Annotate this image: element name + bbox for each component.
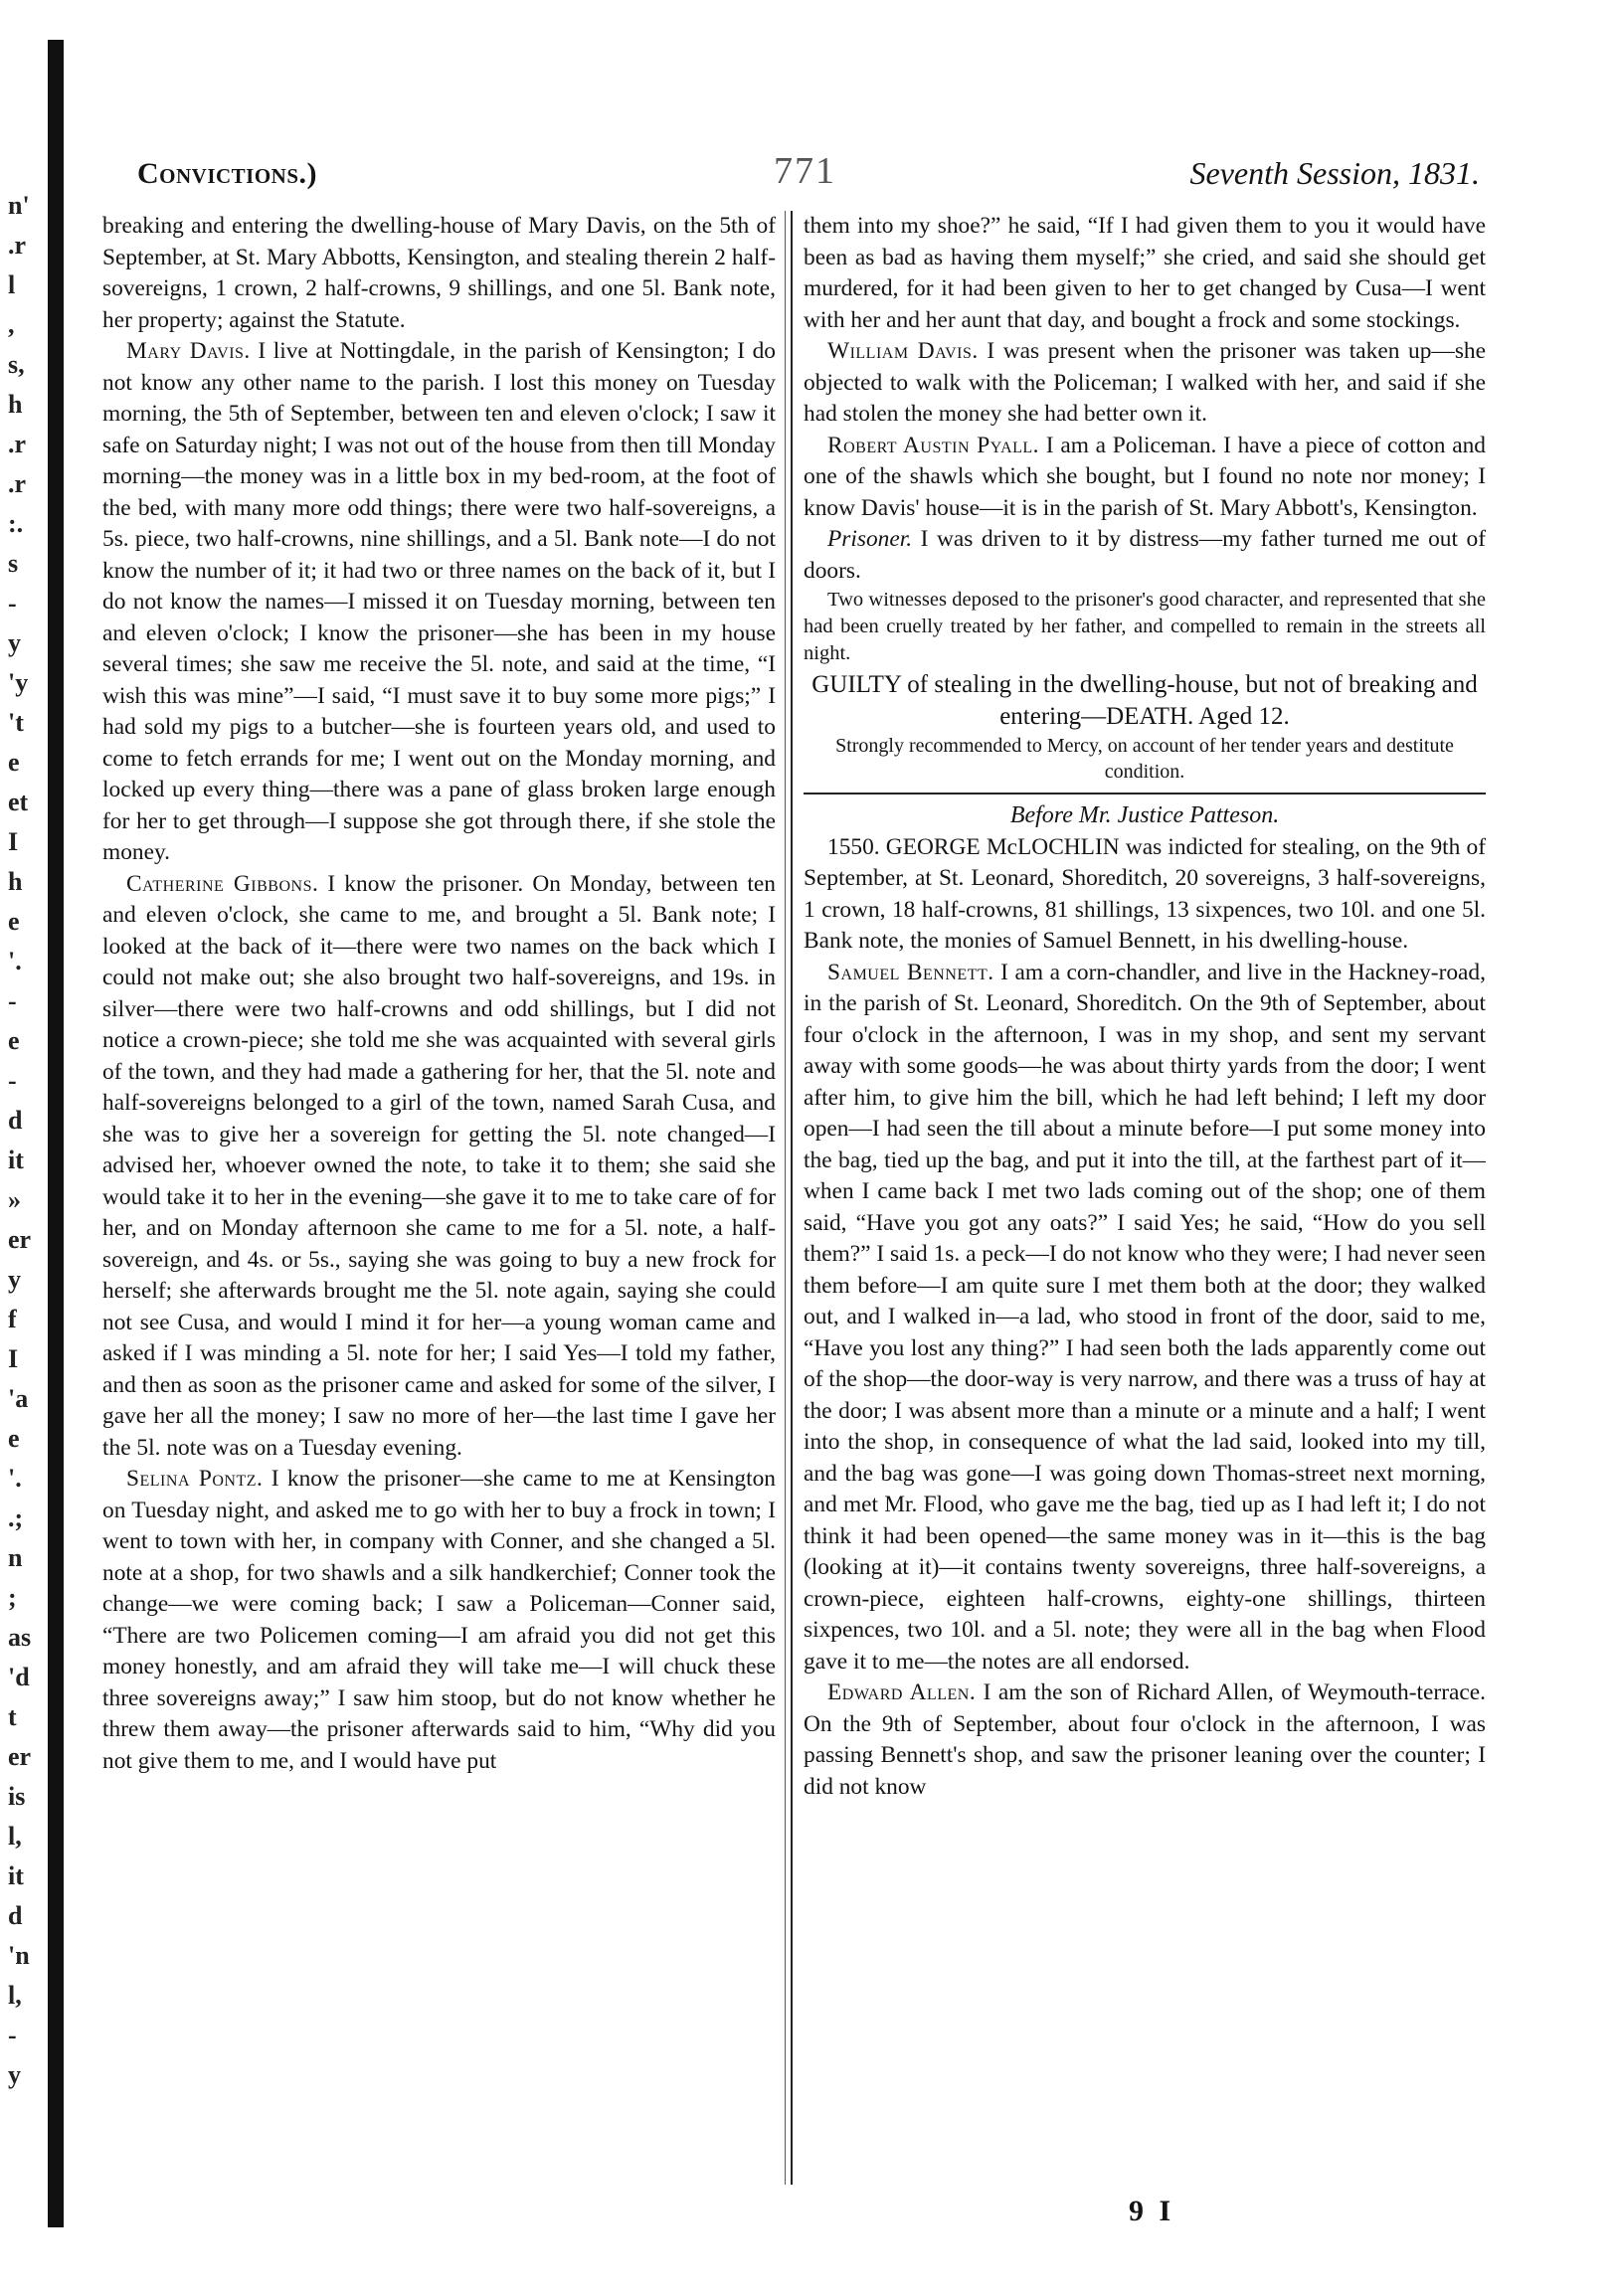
running-header	[137, 149, 1480, 199]
margin-fragment: ;	[8, 1583, 17, 1612]
margin-fragment: is	[8, 1782, 26, 1811]
testimony-paragraph	[804, 431, 1486, 525]
margin-fragment: er	[8, 1225, 32, 1254]
margin-fragment: I	[8, 1344, 19, 1373]
margin-fragment: e	[8, 748, 20, 777]
left-column	[102, 211, 776, 2185]
paragraph-text: them into my shoe?” he said, “If I had given them to you it would have been as bad as having them myself;” she cried, and said she should get murdered, for it had been given to her to get changed by Cusa—I went with her and her aunt that day, and bought a frock and some stockings.	[804, 213, 1486, 333]
character-witness-note: Two witnesses deposed to the prisoner's good character, and represented that she had been cruelly treated by her father, and compelled to remain in the streets all night.	[804, 589, 1486, 664]
witness-name: Robert Austin Pyall.	[827, 432, 1040, 458]
witness-name: Selina Pontz.	[126, 1466, 264, 1492]
margin-fragment: y	[8, 2060, 21, 2089]
testimony-text: I am a corn-chandler, and live in the Hackney-road, in the parish of St. Leonard, Shoreditch. On the 9th of September, about four o'clock in the afternoon, I was in my shop, and sent my servant away with some goods—he was about thirty yards from the door; I went after him, to give him the bill, which he had left behind; I left my door open—I had seen the till about a minute before—I put some money into the bag, tied up the bag, and put it into the till, at the farthest part of it—when I came back I met two lads coming out of the shop; one of them said, “Have you got any oats?” I said Yes; he said, “How do you sell them?” I said 1s. a peck—I do not know who they were; I had never seen them before—I am quite sure I met them both at the door; they walked out, and I walked in—a lad, who stood in front of the door, said to me, “Have you lost any thing?” I had seen both the lads apparently come out of the shop—the door-way is very narrow, and there was a truss of hay at the door; I was absent more than a minute or a minute and a half; I went into the shop, in consequence of what the lad said, looked into my till, and the bag was gone—I was going down Thomas-street next morning, and met Mr. Flood, who gave me the bag, tied up as I had left it; I do not think it had been opened—the same money was in it—this is the bag (looking at it)—it contains twenty sovereigns, three half-sovereigns, a crown-piece, eighteen half-crowns, eighty-one shillings, thirteen sixpences, two 10l. and a 5l. note; they were all in the bag when Flood gave it to me—the notes are all endorsed.	[804, 959, 1486, 1675]
margin-fragment: t	[8, 1702, 17, 1731]
margin-fragment: -	[8, 1066, 17, 1095]
page-number: 771	[774, 150, 836, 192]
margin-fragment: d	[8, 1901, 23, 1930]
margin-fragment: 'y	[8, 668, 29, 697]
witness-name: Prisoner.	[827, 526, 913, 552]
witness-name: Samuel Bennett.	[827, 959, 994, 985]
testimony-text: I am a Policeman. I have a piece of cotton and one of the shawls which she bought, but I found no note nor money; I know Davis' house—it is in the parish of St. Mary Abbott's, Kensington.	[804, 432, 1486, 521]
witness-name: Mary Davis.	[126, 338, 251, 364]
witness-name: Catherine Gibbons.	[126, 870, 319, 897]
testimony-text: I was present when the prisoner was taken up—she objected to walk with the Policeman; I walked with her, and said if she had stolen the money she had better own it.	[804, 338, 1486, 427]
testimony-text: I was driven to it by distress—my father turned me out of doors.	[804, 526, 1486, 584]
margin-fragment: -	[8, 2021, 17, 2049]
session-title: Seventh Session, 1831.	[1189, 155, 1480, 191]
margin-fragment: y	[8, 628, 21, 657]
presiding-judge: Before Mr. Justice Patteson.	[1009, 802, 1280, 828]
mercy-recommendation: Strongly recommended to Mercy, on account of her tender years and destitute condition.	[835, 735, 1454, 783]
testimony-paragraph	[102, 869, 776, 1465]
margin-fragment: -	[8, 589, 17, 618]
witness-name: William Davis.	[827, 338, 979, 364]
section-title: Convictions.)	[137, 157, 318, 190]
margin-fragment: l,	[8, 1981, 22, 2010]
margin-fragment: 'd	[8, 1663, 30, 1691]
margin-fragment: h	[8, 867, 23, 896]
margin-fragment: s,	[8, 350, 25, 379]
right-column	[804, 211, 1486, 2185]
margin-fragment: d	[8, 1106, 23, 1135]
margin-fragment: ,	[8, 310, 15, 339]
margin-fragment: »	[8, 1185, 21, 1214]
margin-fragment: n'	[8, 191, 30, 220]
testimony-paragraph	[804, 958, 1486, 1678]
testimony-text: I know the prisoner—she came to me at Kensington on Tuesday night, and asked me to go with her to buy a frock in town; I went to town with her, in company with Conner, and she changed a 5l. note at a shop, for two shawls and a silk handkerchief; Conner took the change—we were coming back; I saw a Policeman—Conner said, “There are two Policemen coming—I am afraid you did not get this money honestly, and am afraid they will take me—I will chuck these three sovereigns away;” I saw him stoop, but do not know whether he threw them away—the prisoner afterwards said to him, “Why did you not give them to me, and I would have put	[102, 1466, 776, 1774]
margin-fragment: e	[8, 1424, 20, 1453]
margin-fragment: e	[8, 907, 20, 936]
margin-fragment: e	[8, 1026, 20, 1055]
margin-fragment: h	[8, 390, 23, 419]
witness-name: Edward Allen.	[827, 1679, 977, 1705]
printer-signature: 9 I	[1129, 2195, 1175, 2227]
margin-fragment: 't	[8, 708, 24, 737]
testimony-paragraph	[804, 524, 1486, 587]
margin-fragment: n	[8, 1543, 23, 1572]
binding-edge	[48, 40, 64, 2227]
margin-fragment: I	[8, 827, 19, 856]
margin-fragment: y	[8, 1265, 21, 1294]
testimony-paragraph	[804, 1678, 1486, 1803]
margin-fragment: .r	[8, 231, 27, 260]
margin-fragment: it	[8, 1146, 24, 1174]
paragraph	[804, 211, 1486, 336]
column-divider	[791, 211, 793, 2185]
margin-fragment: .r	[8, 430, 27, 458]
paragraph-text: breaking and entering the dwelling-house of Mary Davis, on the 5th of September, at St. Mary Abbotts, Kensington, and stealing therein 2 half-sovereigns, 1 crown, 2 half-crowns, 9 shillings, and one 5l. Bank note, her property; against the Statute.	[102, 213, 776, 333]
margin-fragment: '.	[8, 1464, 22, 1493]
testimony-text: I live at Nottingdale, in the parish of Kensington; I do not know any other name to the parish. I lost this money on Tuesday morning, the 5th of September, between ten and eleven o'clock; I saw it safe on Saturday night; I was not out of the house from then till Monday morning—the money was in a little box in my bed-room, at the foot of the bed, with many more odd things; there were two half-sovereigns, a 5s. piece, two half-crowns, nine shillings, and a 5l. Bank note—I do not know the number of it; it had two or three names on the back of it, but I do not know the names—I missed it on Tuesday morning, between ten and eleven o'clock; I know the prisoner—she has been in my house several times; she saw me receive the 5l. note, and said at the time, “I wish this was mine”—I said, “I must save it to buy some more pigs;” I had sold my pigs to a butcher—she is fourteen years old, and used to come to fetch errands for me; I went out on the Monday morning, and locked up every thing—there was a pane of glass broken large enough for her to get through—I suppose she got through there, if she stole the money.	[102, 338, 776, 865]
margin-fragment: 'n	[8, 1941, 30, 1970]
margin-fragment: it	[8, 1861, 24, 1890]
verdict: GUILTY of stealing in the dwelling-house, but not of breaking and entering—DEATH. Aged 12.	[811, 671, 1478, 730]
testimony-text: I know the prisoner. On Monday, between ten and eleven o'clock, she came to me, and brought a 5l. Bank note; I looked at the back of it—there were two names on the back which I could not make out; she also brought two half-sovereigns, and 19s. in silver—there were two half-crowns and odd shillings, but I did not notice a crown-piece; she told me she was acquainted with several girls of the town, and they had made a gathering for her, that the 5l. note and half-sovereigns belonged to a girl of the town, named Sarah Cusa, and she was to give her a sovereign for getting the 5l. note changed—I advised her, whoever owned the note, to take it to them; she said she would take it to her in the evening—she gave it to me to take care of for her, and on Monday afternoon she came to me for a 5l. note, a half-sovereign, and 4s. or 5s., saying she was going to buy a new frock for herself; she afterwards brought me the 5l. note again, saying she could not see Cusa, and would I mind it for her—a young woman came and asked if I was minding a 5l. note for her; I said Yes—I told my father, and then as soon as the prisoner came and asked for some of the silver, I gave her all the money; I saw no more of her—the last time I gave her the 5l. note was on a Tuesday evening.	[102, 870, 776, 1461]
section-rule	[804, 793, 1486, 795]
testimony-text: I am the son of Richard Allen, of Weymouth-terrace. On the 9th of September, about four o'clock in the afternoon, I was passing Bennett's shop, and saw the prisoner leaning over the counter; I did not know	[804, 1679, 1486, 1800]
margin-fragment: .;	[8, 1503, 24, 1532]
column-divider-inner	[785, 211, 786, 2185]
margin-fragment: f	[8, 1305, 17, 1333]
margin-fragment: 'a	[8, 1384, 29, 1413]
testimony-paragraph	[804, 336, 1486, 431]
margin-fragment: '.	[8, 947, 22, 975]
paragraph	[102, 211, 776, 336]
margin-fragment: as	[8, 1623, 32, 1652]
margin-fragment: -	[8, 986, 17, 1015]
margin-fragment: er	[8, 1742, 32, 1771]
testimony-paragraph	[102, 336, 776, 869]
case-indictment: 1550. GEORGE McLOCHLIN was indicted for stealing, on the 9th of September, at St. Leonard, Shoreditch, 20 sovereigns, 3 half-sovereigns, 1 crown, 18 half-crowns, 81 shillings, 13 sixpences, two 10l. and one 5l. Bank note, the monies of Samuel Bennett, in his dwelling-house.	[804, 833, 1486, 954]
margin-fragment: l	[8, 270, 16, 299]
margin-fragment: et	[8, 788, 29, 816]
margin-fragment: l,	[8, 1822, 22, 1851]
margin-fragment: .r	[8, 469, 27, 498]
testimony-paragraph	[102, 1464, 776, 1777]
margin-fragment: :.	[8, 509, 24, 538]
previous-page-margin-fragments	[0, 189, 40, 2128]
margin-fragment: s	[8, 549, 19, 578]
